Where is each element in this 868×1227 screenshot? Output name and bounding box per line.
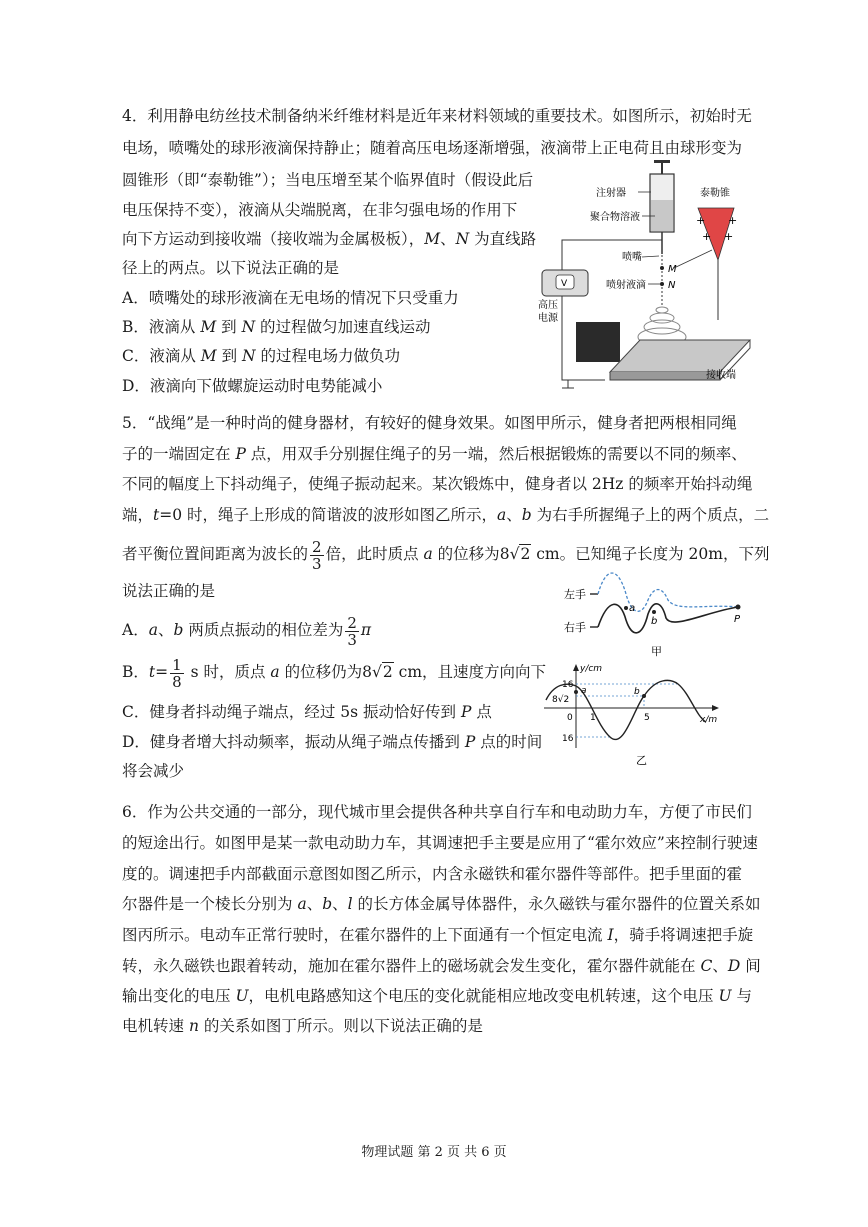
q4-line-3: 圆锥形（即“泰勒锥”）；当电压增至某个临界值时（假设此后 [122,171,534,189]
q4-line-6: 径上的两点。以下说法正确的是 [122,259,340,277]
q6-line-5: 图丙所示。电动车正常行驶时，在霍尔器件的上下面通有一个恒定电流 I，骑手将调速把手旋 [122,926,754,944]
q4-option-c: C．液滴从 M 到 N 的过程电场力做负功 [122,347,401,365]
page-footer: 物理试题 第 2 页 共 6 页 [361,1145,507,1160]
q5-option-d: D．健身者增大抖动频率，振动从绳子端点传播到 P 点的时间 [122,733,543,751]
q4-line-2: 电场，喷嘴处的球形液滴保持静止；随着高压电场逐渐增强，液滴带上正电荷且由球形变为 [122,139,743,157]
q5-line-1: 5．“战绳”是一种时尚的健身器材，有较好的健身效果。如图甲所示，健身者把两根相同绳 [122,414,737,432]
q5-option-d-line-2: 将会减少 [122,762,185,780]
taylor-cone-label: 泰勒锥 [700,188,730,199]
q5-option-c: C．健身者抖动绳子端点，经过 5s 振动恰好传到 P 点 [122,703,492,721]
q5-line-3: 不同的幅度上下抖动绳子，使绳子振动起来。某次锻炼中，健身者以 2Hz 的频率开始抖动绳 [122,475,753,493]
q6-line-1: 6．作为公共交通的一部分，现代城市里会提供各种共享自行车和电动助力车，方便了市民们 [122,803,752,821]
graph-a-label: a [581,686,587,696]
right-hand-label: 右手 [564,621,586,634]
receiver-label: 接收端 [706,370,736,381]
origin-label: 0 [567,713,573,723]
point-b [652,610,656,614]
svg-text:+: + [724,230,734,243]
nozzle-label: 喷嘴 [622,252,642,263]
point-p [736,605,741,610]
svg-text:+: + [702,230,712,243]
q5-line-6: 说法正确的是 [122,582,216,600]
b-label: b [651,616,658,627]
figure-jia-caption: 甲 [651,645,662,658]
x-tick-5: 5 [644,713,650,723]
x-tick-1: 1 [590,713,596,723]
battle-rope-figure [556,572,756,662]
point-n [660,282,664,286]
spray-label: 喷射液滴 [606,280,646,291]
n-label: N [668,280,676,291]
svg-text:+: + [728,214,738,227]
y-tick-8root2: 8√2 [552,695,570,705]
syringe-label: 注射器 [596,188,626,199]
polymer-solution [651,200,673,231]
q6-line-6: 转，永久磁铁也跟着转动，施加在霍尔器件上的磁场就会发生变化，霍尔器件就能在 C、D 间 [122,957,761,975]
q4-option-d: D．液滴向下做螺旋运动时电势能减小 [122,377,383,395]
electrospinning-figure [530,160,780,390]
svg-text:+: + [696,214,706,227]
fraction-two-thirds: $\frac{2}{3}$ [312,537,322,573]
q6-line-3: 度的。调速把手内部截面示意图如图乙所示，内含永磁铁和霍尔器件等部件。把手里面的霍 [122,865,743,883]
y-tick-16: 16 [562,680,574,690]
y-tick-neg16: 16 [562,734,574,744]
m-label: M [668,264,677,275]
q5-line-2: 子的一端固定在 P 点，用双手分别握住绳子的另一端，然后根据锻炼的需要以不同的频率、 [122,445,747,463]
graph-b-label: b [634,687,640,697]
point-a [624,606,628,610]
q4-line-4: 电压保持不变），液滴从尖端脱离，在非匀强电场的作用下 [122,201,518,219]
q4-option-b: B．液滴从 M 到 N 的过程做匀加速直线运动 [122,318,431,336]
power-label-1: 高压 [538,300,558,311]
x-axis-label: x/m [700,715,718,725]
point-m [660,266,664,270]
solution-label: 聚合物溶液 [590,212,640,223]
right-rope [598,604,738,633]
left-hand-label: 左手 [564,588,586,601]
q5-line-5: 者平衡位置间距离为波长的 $\frac{2}{3}$ 倍，此时质点 a 的位移为8√2 cm。已知绳子长度为 20m，下列 [122,534,769,574]
graph-point-a [574,690,578,694]
figure-yi-caption: 乙 [636,754,647,767]
q4-line-5: 向下方运动到接收端（接收端为金属极板），M、N 为直线路 [122,230,537,248]
wave-graph-figure [540,660,730,772]
fiber-sample-image [576,322,620,362]
receiver-plate [610,340,750,372]
q4-option-a: A．喷嘴处的球形液滴在无电场的情况下只受重力 [122,289,459,307]
y-axis-label: y/cm [580,664,603,674]
p-label: P [734,614,741,625]
radical-8root2: 8√2 [499,545,531,563]
q5-option-a: A．a、b 两质点振动的相位差为 $\frac{2}{3}$ π [122,613,372,649]
q6-line-7: 输出变化的电压 U，电机电路感知这个电压的变化就能相应地改变电机转速，这个电压 U 与 [122,987,752,1005]
graph-point-b [642,694,646,698]
q4-line-1: 4．利用静电纺丝技术制备纳米纤维材料是近年来材料领域的重要技术。如图所示，初始时无 [122,107,752,125]
q5-line-4: 端，t=0 时，绳子上形成的简谐波的波形如图乙所示，a、b 为右手所握绳子上的两个质点，二 [122,506,770,524]
q6-line-8: 电机转速 n 的关系如图丁所示。则以下说法正确的是 [122,1017,483,1035]
q5-option-b: B．t= $\frac{1}{8}$ s 时，质点 a 的位移仍为8√2 cm，且速度方向向下 [122,655,547,691]
q6-line-2: 的短途出行。如图甲是某一款电动助力车，其调速把手主要是应用了“霍尔效应”来控制行驶速 [122,834,758,852]
voltmeter-label: V [561,279,568,289]
q6-line-4: 尔器件是一个棱长分别为 a、b、l 的长方体金属导体器件，永久磁铁与霍尔器件的位置关系如 [122,895,761,913]
a-label: a [629,603,636,614]
power-label-2: 电源 [538,313,558,324]
